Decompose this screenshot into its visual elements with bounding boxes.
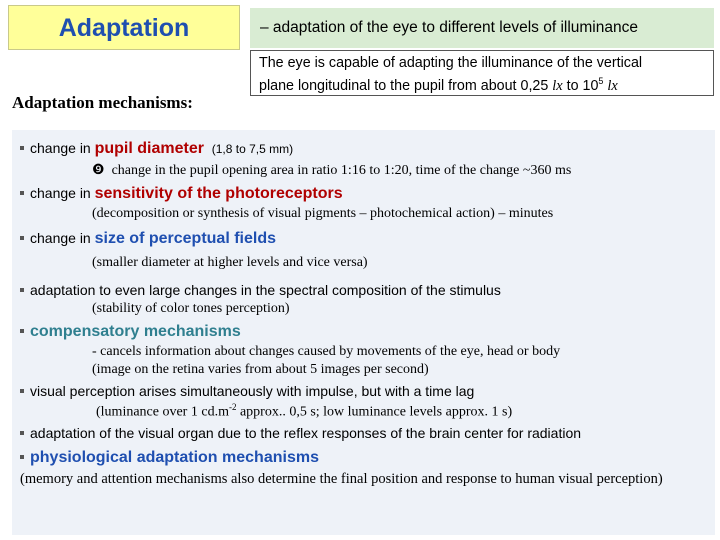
detail-perception-exp: -2 [228, 402, 237, 412]
item-text-spectral: adaptation to even large changes in the spectral composition of the stimulus [30, 282, 501, 298]
intro-line2b: to 10 [562, 77, 599, 94]
intro-line1: The eye is capable of adapting the illuminance of the vertical [259, 55, 643, 71]
item-key-sensitivity: sensitivity of the photoreceptors [94, 185, 343, 202]
page-title: Adaptation [58, 14, 190, 42]
list-item-reflex [12, 425, 581, 441]
item-key-physiological: physiological adaptation mechanisms [30, 449, 319, 466]
list-item-compensatory [12, 323, 241, 341]
item-text-perception: visual perception arises simultaneously with impulse, but with a time lag [30, 383, 475, 399]
detail-fields: (smaller diameter at higher levels and vice versa) [92, 255, 368, 270]
detail-pupil-text: change in the pupil opening area in ratio 1:16 to 1:20, time of the change ~360 ms [111, 163, 572, 178]
bullet-icon [20, 431, 24, 435]
intro-text [259, 54, 707, 95]
item-key-fields: size of perceptual fields [94, 230, 276, 247]
bullet-icon [20, 191, 24, 195]
page-subtitle: – adaptation of the eye to different levels of illuminance [260, 19, 638, 36]
detail-pupil [92, 162, 571, 179]
detail-perception-b: approx.. 0,5 s; low luminance levels approx. 1 s) [236, 404, 513, 420]
list-item-physiological [12, 449, 319, 467]
bullet-icon [20, 455, 24, 459]
item-prefix: change in [30, 230, 95, 246]
intro-box [250, 50, 714, 96]
bullet-icon [20, 146, 24, 150]
list-item-spectral [12, 282, 501, 298]
bullet-icon [20, 329, 24, 333]
detail-perception [96, 402, 512, 421]
list-item-pupil [12, 140, 293, 158]
detail-sensitivity: (decomposition or synthesis of visual pigments – photochemical action) – minutes [92, 206, 554, 221]
number-nine-icon: ❾ [92, 163, 105, 178]
intro-line2a: plane longitudinal to the pupil from about 0,25 [259, 77, 553, 94]
detail-physiological: (memory and attention mechanisms also determine the final position and response to human visual perception) [20, 471, 663, 487]
item-key-pupil: pupil diameter [94, 140, 204, 157]
title-box [8, 5, 240, 50]
item-key-compensatory: compensatory mechanisms [30, 323, 241, 340]
item-prefix: change in [30, 140, 95, 156]
intro-unit1: lx [552, 77, 563, 94]
item-prefix: change in [30, 185, 95, 201]
intro-unit2: lx [607, 77, 618, 94]
list-item-perception [12, 383, 474, 399]
bullet-icon [20, 389, 24, 393]
bullet-icon [20, 236, 24, 240]
bullet-icon [20, 288, 24, 292]
detail-spectral: (stability of color tones perception) [92, 301, 290, 316]
item-text-reflex: adaptation of the visual organ due to the reflex responses of the brain center for radiation [30, 425, 582, 441]
list-item-sensitivity [12, 185, 343, 203]
detail-compensatory-2: (image on the retina varies from about 5 images per second) [92, 362, 429, 377]
list-item-fields [12, 230, 276, 248]
subtitle-box [250, 8, 714, 48]
detail-compensatory-1: - cancels information about changes caused by movements of the eye, head or body [92, 344, 561, 359]
intro-exponent: 5 [598, 76, 604, 86]
detail-perception-a: (luminance over 1 cd.m [96, 404, 229, 420]
mechanisms-heading: Adaptation mechanisms: [12, 93, 193, 112]
item-note-pupil: (1,8 to 7,5 mm) [211, 142, 294, 156]
